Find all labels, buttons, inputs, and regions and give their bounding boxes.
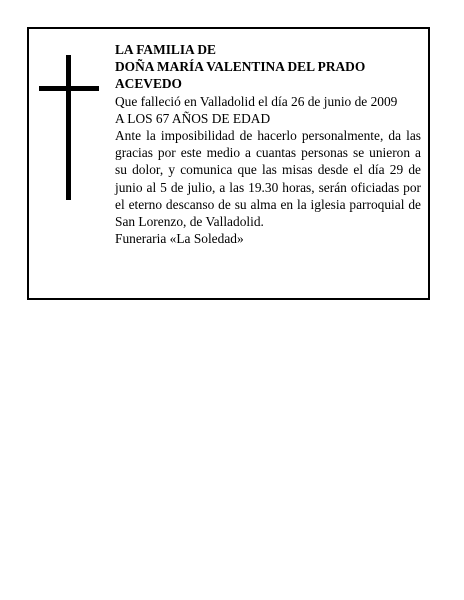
age-line: A LOS 67 AÑOS DE EDAD	[115, 110, 271, 126]
funeral-home-line: Funeraria «La Soledad»	[115, 231, 244, 247]
heading-family: LA FAMILIA DE	[115, 42, 216, 57]
heading-deceased-name: DOÑA MARÍA VALENTINA DEL PRADO	[115, 59, 366, 75]
heading-deceased-surname: ACEVEDO	[115, 76, 182, 92]
cross-icon	[39, 55, 99, 200]
cross-horizontal-bar	[39, 86, 99, 91]
acknowledgement-paragraph: Ante la imposibilidad de hacerlo personalmente, da las gracias por este medio a cuantas personas se unieron a su dolor, y comunica que las misas desde el día 29 de junio al 5 de julio, a las 19.30 horas, serán oficiadas por el eterno descanso de su alma en la iglesia parroquial de San Lorenzo, de Valladolid.	[115, 128, 421, 230]
notice-text	[115, 41, 421, 247]
cross-vertical-bar	[66, 55, 71, 200]
death-date-line: Que falleció en Valladolid el día 26 de junio de 2009	[115, 93, 398, 109]
obituary-notice	[27, 27, 430, 300]
